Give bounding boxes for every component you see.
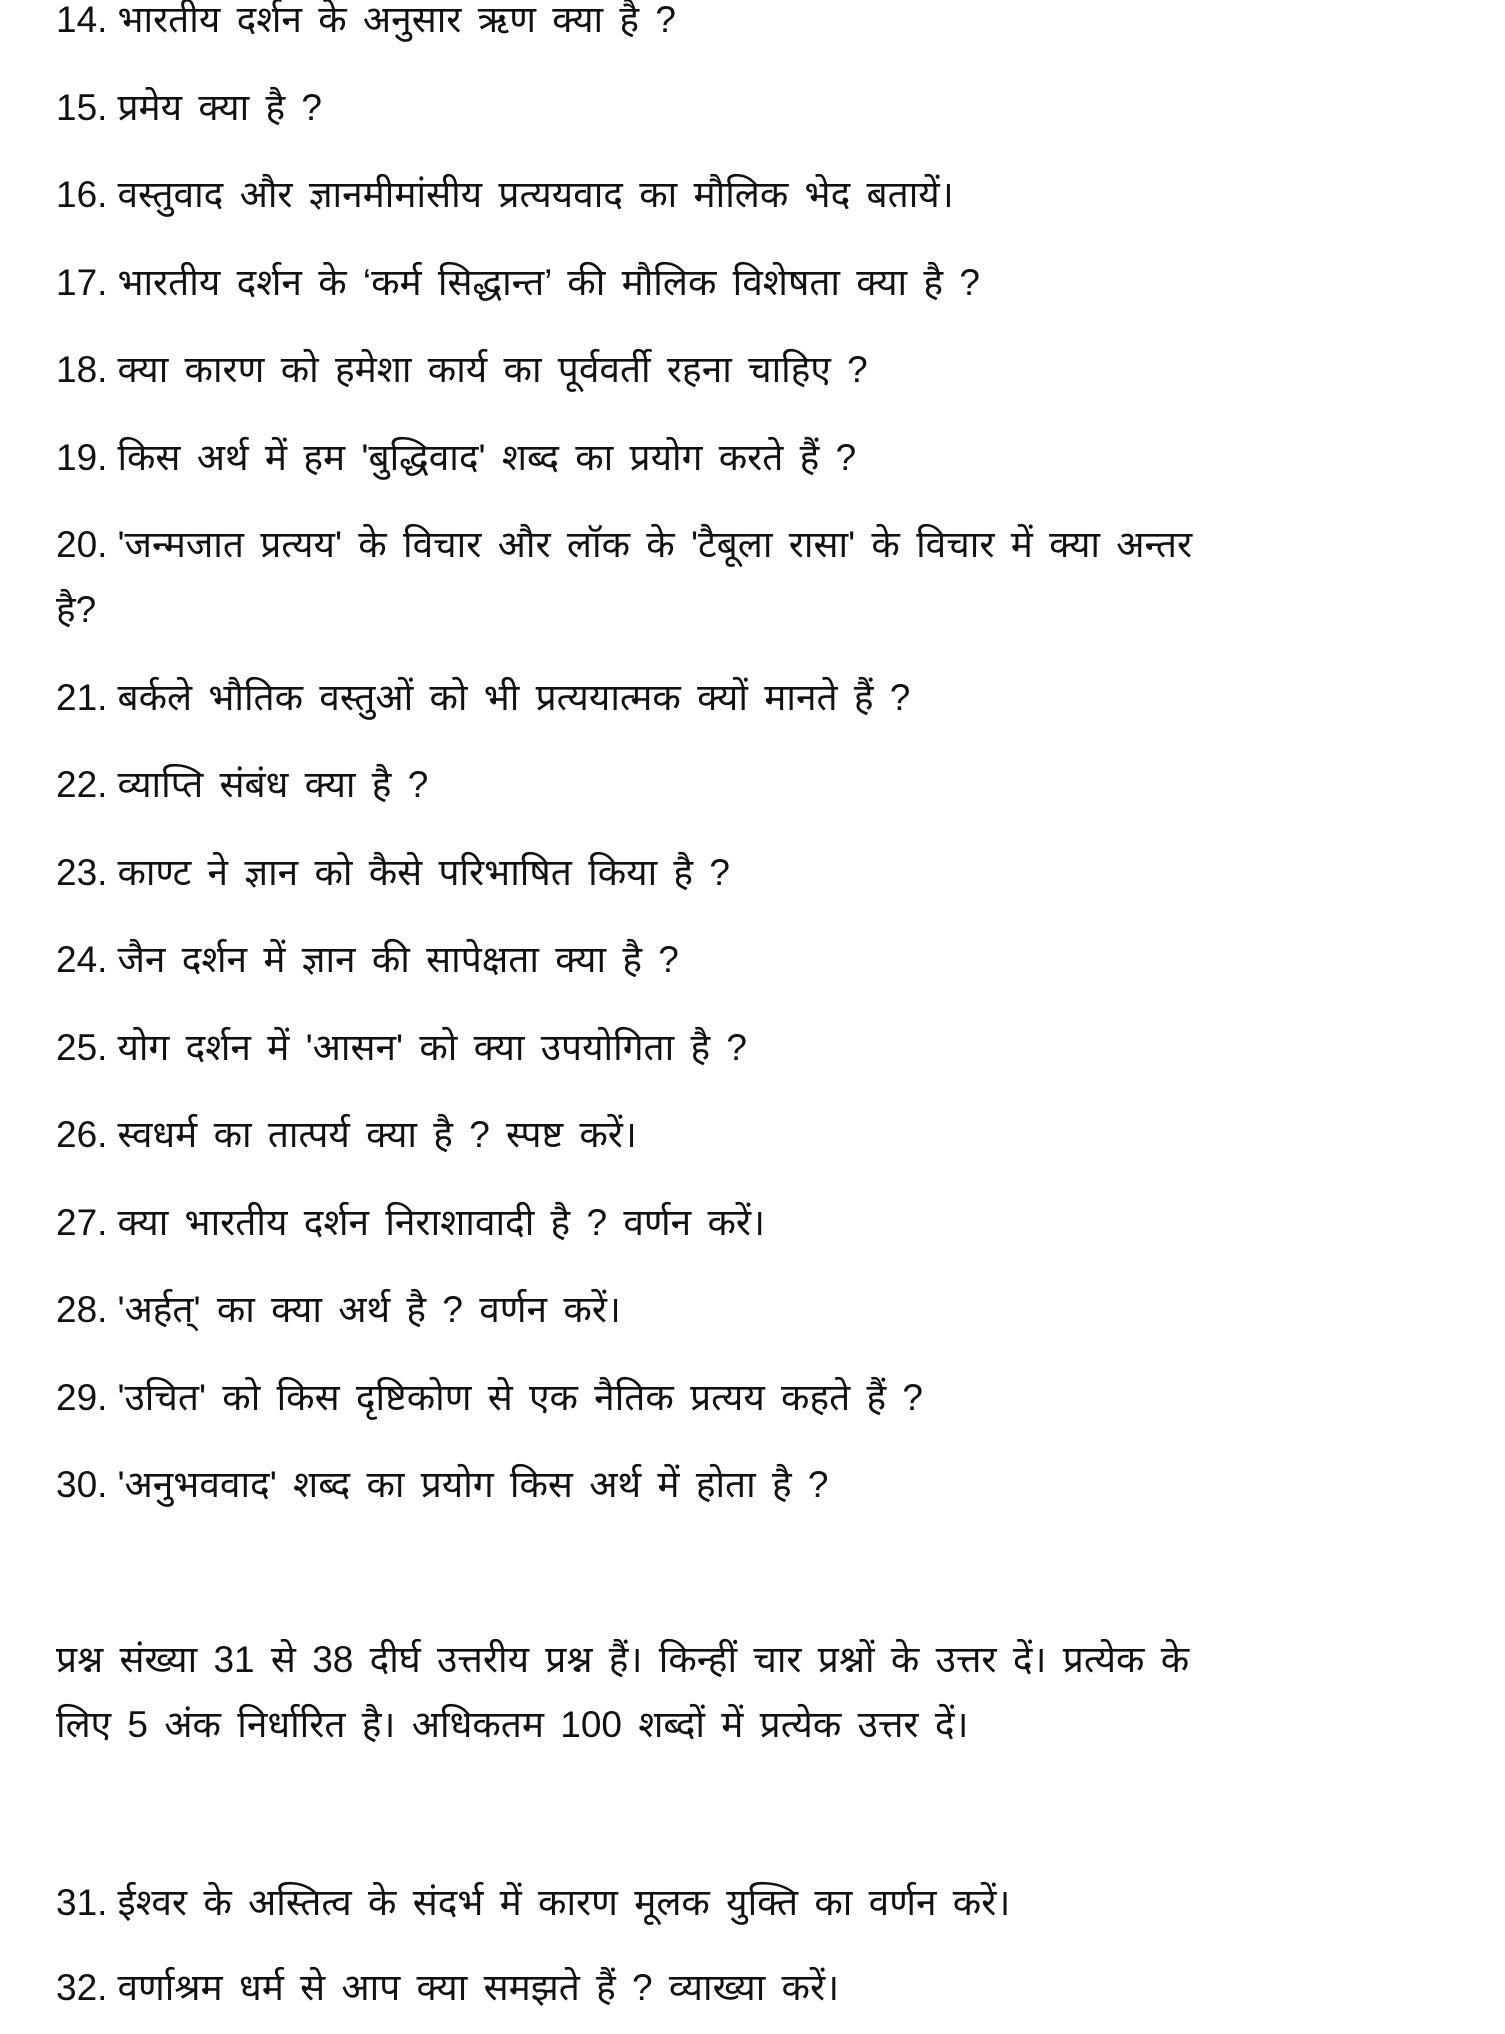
question-text: क्या कारण को हमेशा कार्य का पूर्ववर्ती रहना चाहिए ? <box>117 349 868 390</box>
question-32 <box>56 1963 839 2013</box>
question-text: जैन दर्शन में ज्ञान की सापेक्षता क्या है ? <box>117 939 679 980</box>
question-20 <box>56 520 1192 570</box>
question-number: 32. <box>56 1967 108 2008</box>
question-number: 30. <box>56 1464 108 1505</box>
question-24 <box>56 935 679 985</box>
question-number: 29. <box>56 1377 108 1418</box>
question-31 <box>56 1878 1010 1928</box>
question-28 <box>56 1285 621 1335</box>
question-number: 21. <box>56 677 108 718</box>
question-15 <box>56 83 322 133</box>
question-text: बर्कले भौतिक वस्तुओं को भी प्रत्ययात्मक क्यों मानते हैं ? <box>117 677 911 718</box>
question-text: योग दर्शन में 'आसन' को क्या उपयोगिता है ? <box>117 1027 747 1068</box>
question-text: वर्णाश्रम धर्म से आप क्या समझते हैं ? व्याख्या करें। <box>117 1967 840 2008</box>
question-17 <box>56 258 980 308</box>
question-text: है? <box>56 589 97 630</box>
question-number: 24. <box>56 939 108 980</box>
question-29 <box>56 1373 923 1423</box>
question-number: 17. <box>56 262 108 303</box>
question-text: 'अनुभववाद' शब्द का प्रयोग किस अर्थ में होता है ? <box>117 1464 829 1505</box>
question-19 <box>56 433 856 483</box>
question-text: ईश्वर के अस्तित्व के संदर्भ में कारण मूलक युक्ति का वर्णन करें। <box>117 1882 1011 1923</box>
question-text: भारतीय दर्शन के अनुसार ऋण क्या है ? <box>117 0 676 40</box>
question-text: किस अर्थ में हम 'बुद्धिवाद' शब्द का प्रयोग करते हैं ? <box>117 437 857 478</box>
instructions-line-1: प्रश्न संख्या 31 से 38 दीर्घ उत्तरीय प्रश्न हैं। किन्हीं चार प्रश्नों के उत्तर दें। प्रत्येक के <box>56 1639 1190 1680</box>
question-26 <box>56 1110 637 1160</box>
question-text: 'उचित' को किस दृष्टिकोण से एक नैतिक प्रत्यय कहते हैं ? <box>117 1377 923 1418</box>
question-text: प्रमेय क्या है ? <box>117 87 322 128</box>
question-text: भारतीय दर्शन के ‘कर्म सिद्धान्त’ की मौलिक विशेषता क्या है ? <box>117 262 980 303</box>
question-22 <box>56 760 428 810</box>
question-number: 25. <box>56 1027 108 1068</box>
question-20-continuation <box>56 585 96 635</box>
question-number: 31. <box>56 1882 108 1923</box>
question-text: वस्तुवाद और ज्ञानमीमांसीय प्रत्ययवाद का मौलिक भेद बतायें। <box>117 174 954 215</box>
question-number: 22. <box>56 764 108 805</box>
question-number: 18. <box>56 349 108 390</box>
question-number: 20. <box>56 524 108 565</box>
question-number: 14. <box>56 0 108 40</box>
question-30 <box>56 1460 829 1510</box>
question-number: 16. <box>56 174 108 215</box>
question-text: स्वधर्म का तात्पर्य क्या है ? स्पष्ट करें। <box>117 1114 637 1155</box>
question-number: 27. <box>56 1202 108 1243</box>
instructions-line-2: लिए 5 अंक निर्धारित है। अधिकतम 100 शब्दों में प्रत्येक उत्तर दें। <box>56 1704 969 1745</box>
question-number: 19. <box>56 437 108 478</box>
question-text: क्या भारतीय दर्शन निराशावादी है ? वर्णन करें। <box>117 1202 766 1243</box>
question-text: 'जन्मजात प्रत्यय' के विचार और लॉक के 'टैबूला रासा' के विचार में क्या अन्तर <box>117 524 1193 565</box>
question-text: 'अर्हत्' का क्या अर्थ है ? वर्णन करें। <box>117 1289 621 1330</box>
question-21 <box>56 673 910 723</box>
question-text: व्याप्ति संबंध क्या है ? <box>117 764 429 805</box>
question-number: 26. <box>56 1114 108 1155</box>
question-18 <box>56 345 868 395</box>
question-number: 28. <box>56 1289 108 1330</box>
question-text: काण्ट ने ज्ञान को कैसे परिभाषित किया है ? <box>117 852 730 893</box>
question-16 <box>56 170 954 220</box>
question-27 <box>56 1198 765 1248</box>
question-25 <box>56 1023 747 1073</box>
question-14 <box>56 0 676 45</box>
question-number: 15. <box>56 87 108 128</box>
question-23 <box>56 848 730 898</box>
question-number: 23. <box>56 852 108 893</box>
